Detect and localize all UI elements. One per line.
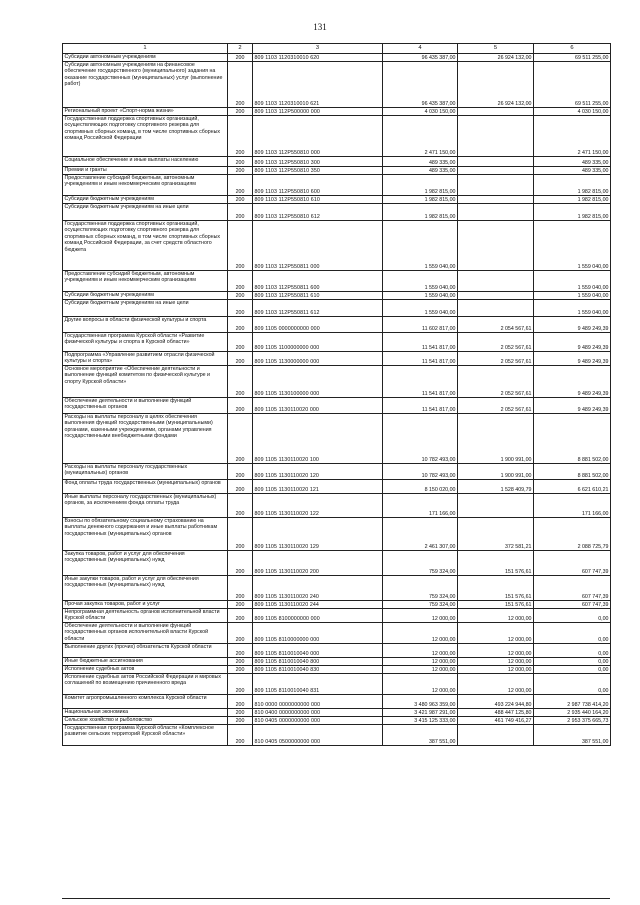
- line-code-cell: 200: [228, 609, 253, 623]
- row-name-cell: Фонд оплаты труда государственных (муниципальных) органов: [63, 480, 228, 494]
- table-row: [63, 317, 611, 333]
- budget-code-cell: 809 1103 112P550811 610: [253, 292, 383, 300]
- unexecuted-amount-cell: 2 088 725,79: [534, 518, 611, 551]
- row-name-cell: Государственная поддержка спортивных организаций, осуществляющих подготовку спортивного резерва для спортивных сборных команд, в том числе спортивных сборных команд Российской Федерации: [63, 116, 228, 157]
- line-code-cell: 200: [228, 717, 253, 725]
- unexecuted-amount-cell: 2 935 440 164,20: [534, 709, 611, 717]
- unexecuted-amount-cell: 9 489 249,39: [534, 317, 611, 333]
- line-code-cell: 200: [228, 551, 253, 576]
- line-code-cell: 200: [228, 695, 253, 709]
- budget-execution-table: [62, 43, 611, 746]
- budget-code-cell: 809 1105 8110010040 831: [253, 674, 383, 695]
- line-code-cell: 200: [228, 352, 253, 366]
- executed-amount-cell: 1 900 991,00: [458, 464, 534, 480]
- executed-amount-cell: [458, 300, 534, 317]
- line-code-cell: 200: [228, 666, 253, 674]
- unexecuted-amount-cell: 0,00: [534, 609, 611, 623]
- approved-amount-cell: 12 000,00: [383, 658, 458, 666]
- executed-amount-cell: 2 054 567,61: [458, 317, 534, 333]
- row-name-cell: Премии и гранты: [63, 167, 228, 175]
- unexecuted-amount-cell: 0,00: [534, 658, 611, 666]
- executed-amount-cell: 12 000,00: [458, 666, 534, 674]
- approved-amount-cell: 1 982 815,00: [383, 204, 458, 221]
- table-row: [63, 551, 611, 576]
- row-name-cell: Другие вопросы в области физической культуры и спорта: [63, 317, 228, 333]
- table-header-row: [63, 44, 611, 54]
- executed-amount-cell: [458, 292, 534, 300]
- column-header: 4: [383, 44, 458, 54]
- line-code-cell: 200: [228, 494, 253, 518]
- table-row: [63, 709, 611, 717]
- budget-code-cell: 809 1105 1130110020 244: [253, 601, 383, 609]
- budget-code-cell: 809 1103 112P550810 600: [253, 175, 383, 196]
- row-name-cell: Комитет агропромышленного комплекса Курской области: [63, 695, 228, 709]
- executed-amount-cell: 12 000,00: [458, 674, 534, 695]
- unexecuted-amount-cell: 2 987 738 414,20: [534, 695, 611, 709]
- table-row: [63, 167, 611, 175]
- approved-amount-cell: 12 000,00: [383, 644, 458, 658]
- unexecuted-amount-cell: 8 881 502,00: [534, 414, 611, 464]
- executed-amount-cell: [458, 204, 534, 221]
- line-code-cell: 200: [228, 658, 253, 666]
- line-code-cell: 200: [228, 414, 253, 464]
- executed-amount-cell: 2 052 567,61: [458, 398, 534, 414]
- approved-amount-cell: 10 782 493,00: [383, 464, 458, 480]
- row-name-cell: Сельское хозяйство и рыболовство: [63, 717, 228, 725]
- row-name-cell: Выполнение других (прочих) обязательств Курской области: [63, 644, 228, 658]
- table-row: [63, 601, 611, 609]
- approved-amount-cell: 387 551,00: [383, 725, 458, 746]
- approved-amount-cell: 2 471 150,00: [383, 116, 458, 157]
- budget-code-cell: 809 1103 112P550810 612: [253, 204, 383, 221]
- executed-amount-cell: 12 000,00: [458, 609, 534, 623]
- table-row: [63, 116, 611, 157]
- executed-amount-cell: 26 924 132,00: [458, 54, 534, 62]
- line-code-cell: 200: [228, 157, 253, 167]
- unexecuted-amount-cell: 1 559 040,00: [534, 300, 611, 317]
- row-name-cell: Расходы на выплаты персоналу государственных (муниципальных) органов: [63, 464, 228, 480]
- line-code-cell: 200: [228, 674, 253, 695]
- approved-amount-cell: 12 000,00: [383, 623, 458, 644]
- executed-amount-cell: 372 581,21: [458, 518, 534, 551]
- table-row: [63, 54, 611, 62]
- unexecuted-amount-cell: 2 471 150,00: [534, 116, 611, 157]
- executed-amount-cell: [458, 108, 534, 116]
- approved-amount-cell: 1 559 040,00: [383, 221, 458, 271]
- executed-amount-cell: 151 576,61: [458, 576, 534, 601]
- unexecuted-amount-cell: 6 621 610,21: [534, 480, 611, 494]
- unexecuted-amount-cell: 9 489 249,39: [534, 333, 611, 352]
- executed-amount-cell: [458, 116, 534, 157]
- row-name-cell: Субсидии автономным учреждениям на финансовое обеспечение государственного (муниципального) задания на оказание государственных (муниципальных) услуг (выполнение работ): [63, 62, 228, 108]
- column-header: 2: [228, 44, 253, 54]
- budget-code-cell: 809 1103 112P550810 000: [253, 116, 383, 157]
- approved-amount-cell: 11 541 817,00: [383, 352, 458, 366]
- line-code-cell: 200: [228, 366, 253, 398]
- page-number: 131: [313, 22, 327, 32]
- table-row: [63, 695, 611, 709]
- executed-amount-cell: 12 000,00: [458, 644, 534, 658]
- approved-amount-cell: 1 559 040,00: [383, 292, 458, 300]
- row-name-cell: Исполнение судебных актов: [63, 666, 228, 674]
- executed-amount-cell: 12 000,00: [458, 658, 534, 666]
- budget-code-cell: 809 1103 112P550810 610: [253, 196, 383, 204]
- unexecuted-amount-cell: 1 982 815,00: [534, 196, 611, 204]
- row-name-cell: Национальная экономика: [63, 709, 228, 717]
- line-code-cell: 200: [228, 518, 253, 551]
- budget-code-cell: 809 1105 1130110020 120: [253, 464, 383, 480]
- budget-code-cell: 809 1105 8100000000 000: [253, 609, 383, 623]
- line-code-cell: 200: [228, 623, 253, 644]
- row-name-cell: Субсидии бюджетным учреждениям: [63, 292, 228, 300]
- approved-amount-cell: 489 335,00: [383, 167, 458, 175]
- budget-code-cell: 809 1105 1130110020 200: [253, 551, 383, 576]
- table-row: [63, 366, 611, 398]
- column-header: 5: [458, 44, 534, 54]
- unexecuted-amount-cell: 607 747,39: [534, 601, 611, 609]
- line-code-cell: 200: [228, 709, 253, 717]
- budget-code-cell: 809 1103 112P550810 300: [253, 157, 383, 167]
- line-code-cell: 200: [228, 644, 253, 658]
- approved-amount-cell: 11 602 817,00: [383, 317, 458, 333]
- budget-code-cell: 810 0405 0500000000 000: [253, 725, 383, 746]
- table-row: [63, 398, 611, 414]
- line-code-cell: 200: [228, 292, 253, 300]
- row-name-cell: Основное мероприятие «Обеспечение деятельности и выполнение функций комитетом по физической культуре и спорту Курской области»: [63, 366, 228, 398]
- table-row: [63, 480, 611, 494]
- executed-amount-cell: [458, 725, 534, 746]
- approved-amount-cell: 3 421 987 291,00: [383, 709, 458, 717]
- executed-amount-cell: [458, 167, 534, 175]
- unexecuted-amount-cell: 607 747,39: [534, 576, 611, 601]
- line-code-cell: 200: [228, 108, 253, 116]
- row-name-cell: Региональный проект «Спорт-норма жизни»: [63, 108, 228, 116]
- unexecuted-amount-cell: 0,00: [534, 674, 611, 695]
- line-code-cell: 200: [228, 317, 253, 333]
- approved-amount-cell: 96 435 387,00: [383, 54, 458, 62]
- row-name-cell: Государственная поддержка спортивных организаций, осуществляющих подготовку спортивного резерва для спортивных сборных команд, в том числе спортивных сборных команд Российской Федерации, за счет средств областного бюджета: [63, 221, 228, 271]
- cut-off-next-row: [62, 892, 610, 905]
- unexecuted-amount-cell: 9 489 249,39: [534, 352, 611, 366]
- line-code-cell: 200: [228, 398, 253, 414]
- column-header: 3: [253, 44, 383, 54]
- budget-code-cell: 809 1105 1130110020 000: [253, 398, 383, 414]
- table-row: [63, 717, 611, 725]
- line-code-cell: 200: [228, 196, 253, 204]
- line-code-cell: 200: [228, 464, 253, 480]
- row-name-cell: Государственная программа Курской области «Комплексное развитие сельских территорий Курской области»: [63, 725, 228, 746]
- approved-amount-cell: 4 030 150,00: [383, 108, 458, 116]
- table-row: [63, 221, 611, 271]
- table-row: [63, 666, 611, 674]
- row-name-cell: Государственная программа Курской области «Развитие физической культуры и спорта в Курской области»: [63, 333, 228, 352]
- budget-code-cell: 809 1103 112P550811 612: [253, 300, 383, 317]
- executed-amount-cell: 1 900 991,00: [458, 414, 534, 464]
- approved-amount-cell: 2 461 307,00: [383, 518, 458, 551]
- executed-amount-cell: [458, 196, 534, 204]
- table-row: [63, 352, 611, 366]
- row-name-cell: Обеспечение деятельности и выполнение функций государственных органов: [63, 398, 228, 414]
- row-name-cell: Взносы по обязательному социальному страхованию на выплаты денежного содержания и иные выплаты работникам государственных (муниципальных) органов: [63, 518, 228, 551]
- table-row: [63, 609, 611, 623]
- executed-amount-cell: [458, 494, 534, 518]
- table-row: [63, 576, 611, 601]
- line-code-cell: 200: [228, 54, 253, 62]
- approved-amount-cell: 11 541 817,00: [383, 366, 458, 398]
- executed-amount-cell: 1 528 409,79: [458, 480, 534, 494]
- executed-amount-cell: [458, 157, 534, 167]
- approved-amount-cell: 3 480 963 359,00: [383, 695, 458, 709]
- budget-code-cell: 809 1105 1130110020 122: [253, 494, 383, 518]
- unexecuted-amount-cell: 2 953 375 665,73: [534, 717, 611, 725]
- row-name-cell: Иные выплаты персоналу государственных (муниципальных) органов, за исключением фонда оплаты труда: [63, 494, 228, 518]
- approved-amount-cell: 11 541 817,00: [383, 398, 458, 414]
- approved-amount-cell: 1 982 815,00: [383, 175, 458, 196]
- executed-amount-cell: 151 576,61: [458, 601, 534, 609]
- approved-amount-cell: 12 000,00: [383, 666, 458, 674]
- executed-amount-cell: 26 924 132,00: [458, 62, 534, 108]
- executed-amount-cell: 2 052 567,61: [458, 366, 534, 398]
- unexecuted-amount-cell: 8 881 502,00: [534, 464, 611, 480]
- table-row: [63, 464, 611, 480]
- budget-code-cell: 809 1103 112P550811 600: [253, 271, 383, 292]
- table-row: [63, 658, 611, 666]
- executed-amount-cell: [458, 221, 534, 271]
- line-code-cell: 200: [228, 175, 253, 196]
- budget-code-cell: 809 1105 1130100000 000: [253, 366, 383, 398]
- approved-amount-cell: 759 324,00: [383, 601, 458, 609]
- approved-amount-cell: 1 982 815,00: [383, 196, 458, 204]
- budget-code-cell: 809 1103 112P550810 350: [253, 167, 383, 175]
- budget-code-cell: 809 1103 112P550811 000: [253, 221, 383, 271]
- approved-amount-cell: 11 541 817,00: [383, 333, 458, 352]
- row-name-cell: Субсидии бюджетным учреждениям: [63, 196, 228, 204]
- unexecuted-amount-cell: 171 166,00: [534, 494, 611, 518]
- approved-amount-cell: 10 782 493,00: [383, 414, 458, 464]
- approved-amount-cell: 3 415 125 333,00: [383, 717, 458, 725]
- budget-code-cell: 809 1103 1120310010 621: [253, 62, 383, 108]
- budget-code-cell: 809 1103 1120310010 620: [253, 54, 383, 62]
- budget-code-cell: 809 1105 1100000000 000: [253, 333, 383, 352]
- unexecuted-amount-cell: 0,00: [534, 644, 611, 658]
- table-row: [63, 157, 611, 167]
- row-name-cell: Иные бюджетные ассигнования: [63, 658, 228, 666]
- table-row: [63, 725, 611, 746]
- row-name-cell: Субсидии бюджетным учреждениям на иные цели: [63, 204, 228, 221]
- unexecuted-amount-cell: 1 559 040,00: [534, 271, 611, 292]
- approved-amount-cell: 12 000,00: [383, 674, 458, 695]
- executed-amount-cell: [458, 271, 534, 292]
- budget-code-cell: 809 1105 1130110020 240: [253, 576, 383, 601]
- unexecuted-amount-cell: 489 335,00: [534, 157, 611, 167]
- table-row: [63, 644, 611, 658]
- line-code-cell: 200: [228, 576, 253, 601]
- line-code-cell: 200: [228, 480, 253, 494]
- row-name-cell: Расходы на выплаты персоналу в целях обеспечения выполнения функций государственными (муниципальными) органами, казенными учреждениями, органами управления государственными внебюджетными фондами: [63, 414, 228, 464]
- executed-amount-cell: 493 224 944,80: [458, 695, 534, 709]
- unexecuted-amount-cell: 0,00: [534, 623, 611, 644]
- executed-amount-cell: 12 000,00: [458, 623, 534, 644]
- row-name-cell: Исполнение судебных актов Российской Федерации и мировых соглашений по возмещению причиненного вреда: [63, 674, 228, 695]
- budget-code-cell: 810 0400 0000000000 000: [253, 709, 383, 717]
- table-row: [63, 108, 611, 116]
- line-code-cell: 200: [228, 271, 253, 292]
- budget-code-cell: 810 0000 0000000000 000: [253, 695, 383, 709]
- row-name-cell: Закупка товаров, работ и услуг для обеспечения государственных (муниципальных) нужд: [63, 551, 228, 576]
- row-name-cell: Иные закупки товаров, работ и услуг для обеспечения государственных (муниципальных) нужд: [63, 576, 228, 601]
- budget-code-cell: 810 0405 0000000000 000: [253, 717, 383, 725]
- table-row: [63, 300, 611, 317]
- unexecuted-amount-cell: 1 559 040,00: [534, 221, 611, 271]
- row-name-cell: Субсидии автономным учреждениям: [63, 54, 228, 62]
- approved-amount-cell: 12 000,00: [383, 609, 458, 623]
- table-row: [63, 414, 611, 464]
- unexecuted-amount-cell: 489 335,00: [534, 167, 611, 175]
- approved-amount-cell: 1 559 040,00: [383, 271, 458, 292]
- approved-amount-cell: 171 166,00: [383, 494, 458, 518]
- unexecuted-amount-cell: 69 511 255,00: [534, 54, 611, 62]
- table-row: [63, 674, 611, 695]
- table-row: [63, 292, 611, 300]
- budget-code-cell: 809 1103 112P500000 000: [253, 108, 383, 116]
- table-row: [63, 271, 611, 292]
- approved-amount-cell: 489 335,00: [383, 157, 458, 167]
- budget-code-cell: 809 1105 0000000000 000: [253, 317, 383, 333]
- budget-code-cell: 809 1105 8110010040 800: [253, 658, 383, 666]
- row-name-cell: Подпрограмма «Управление развитием отрасли физической культуры и спорта»: [63, 352, 228, 366]
- row-name-cell: Предоставление субсидий бюджетным, автономным учреждениям и иным некоммерческим организациям: [63, 175, 228, 196]
- row-name-cell: Социальное обеспечение и иные выплаты населению: [63, 157, 228, 167]
- unexecuted-amount-cell: 387 551,00: [534, 725, 611, 746]
- approved-amount-cell: 96 435 387,00: [383, 62, 458, 108]
- row-name-cell: Субсидии бюджетным учреждениям на иные цели: [63, 300, 228, 317]
- unexecuted-amount-cell: 4 030 150,00: [534, 108, 611, 116]
- table-row: [63, 623, 611, 644]
- executed-amount-cell: 151 576,61: [458, 551, 534, 576]
- approved-amount-cell: 1 559 040,00: [383, 300, 458, 317]
- table-row: [63, 333, 611, 352]
- unexecuted-amount-cell: 1 982 815,00: [534, 204, 611, 221]
- executed-amount-cell: [458, 175, 534, 196]
- column-header: 6: [534, 44, 611, 54]
- row-name-cell: Прочая закупка товаров, работ и услуг: [63, 601, 228, 609]
- line-code-cell: 200: [228, 62, 253, 108]
- column-header: 1: [63, 44, 228, 54]
- line-code-cell: 200: [228, 333, 253, 352]
- unexecuted-amount-cell: 69 511 255,00: [534, 62, 611, 108]
- budget-code-cell: 809 1105 8110010040 000: [253, 644, 383, 658]
- budget-code-cell: 809 1105 8110010040 830: [253, 666, 383, 674]
- table-row: [63, 518, 611, 551]
- budget-code-cell: 809 1105 1130110020 121: [253, 480, 383, 494]
- budget-code-cell: 809 1105 1130000000 000: [253, 352, 383, 366]
- executed-amount-cell: 2 052 567,61: [458, 352, 534, 366]
- table-row: [63, 175, 611, 196]
- line-code-cell: 200: [228, 221, 253, 271]
- budget-code-cell: 809 1105 1130110020 129: [253, 518, 383, 551]
- row-name-cell: Предоставление субсидий бюджетным, автономным учреждениям и иным некоммерческим организациям: [63, 271, 228, 292]
- line-code-cell: 200: [228, 204, 253, 221]
- approved-amount-cell: 759 324,00: [383, 551, 458, 576]
- budget-code-cell: 809 1105 8110000000 000: [253, 623, 383, 644]
- executed-amount-cell: 488 447 125,80: [458, 709, 534, 717]
- unexecuted-amount-cell: 0,00: [534, 666, 611, 674]
- line-code-cell: 200: [228, 601, 253, 609]
- executed-amount-cell: 2 052 567,61: [458, 333, 534, 352]
- budget-code-cell: 809 1105 1130110020 100: [253, 414, 383, 464]
- approved-amount-cell: 8 150 020,00: [383, 480, 458, 494]
- line-code-cell: 200: [228, 300, 253, 317]
- row-name-cell: Непрограммная деятельность органов исполнительной власти Курской области: [63, 609, 228, 623]
- table-row: [63, 196, 611, 204]
- unexecuted-amount-cell: 1 559 040,00: [534, 292, 611, 300]
- table-row: [63, 62, 611, 108]
- table-row: [63, 204, 611, 221]
- unexecuted-amount-cell: 9 489 249,39: [534, 398, 611, 414]
- executed-amount-cell: 461 749 416,27: [458, 717, 534, 725]
- unexecuted-amount-cell: 9 489 249,39: [534, 366, 611, 398]
- line-code-cell: 200: [228, 725, 253, 746]
- row-name-cell: Обеспечение деятельности и выполнение функций государственных органов исполнительной власти Курской области: [63, 623, 228, 644]
- table-row: [63, 494, 611, 518]
- unexecuted-amount-cell: 1 982 815,00: [534, 175, 611, 196]
- line-code-cell: 200: [228, 116, 253, 157]
- unexecuted-amount-cell: 607 747,39: [534, 551, 611, 576]
- line-code-cell: 200: [228, 167, 253, 175]
- approved-amount-cell: 759 324,00: [383, 576, 458, 601]
